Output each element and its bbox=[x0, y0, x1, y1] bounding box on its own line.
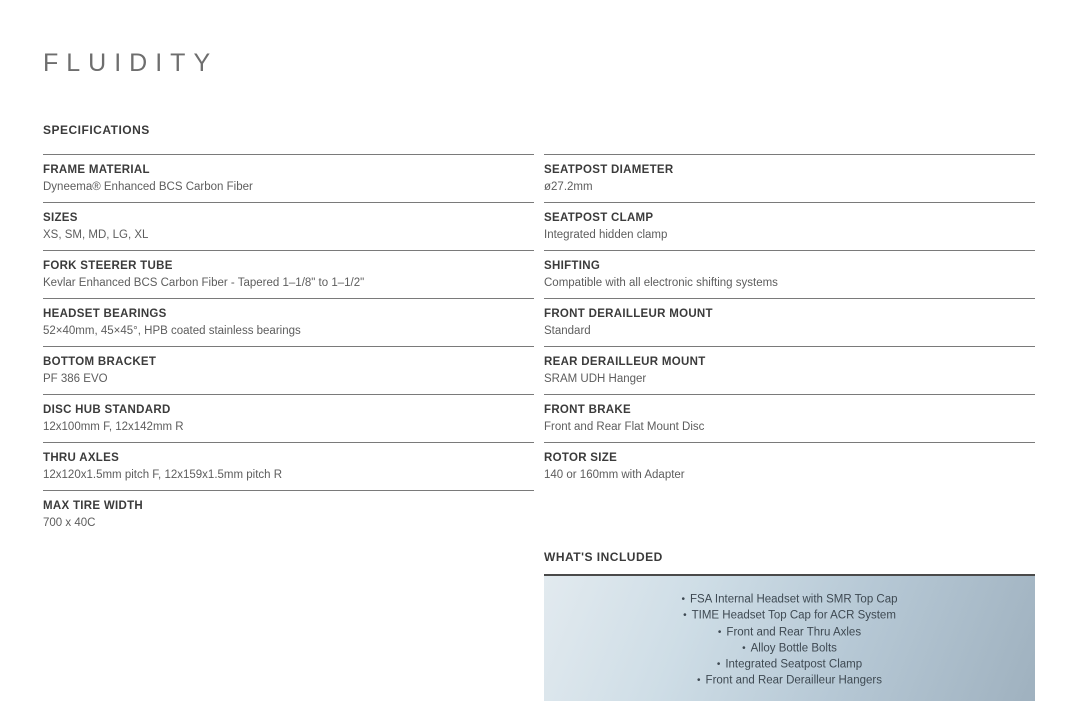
spec-value: 700 x 40C bbox=[43, 517, 96, 529]
included-box bbox=[544, 574, 1035, 701]
spec-value: Standard bbox=[544, 325, 591, 337]
included-item bbox=[544, 657, 1035, 673]
spec-item bbox=[43, 250, 534, 298]
spec-item bbox=[43, 490, 534, 538]
spec-label: FRONT DERAILLEUR MOUNT bbox=[544, 308, 713, 320]
bullet-icon: • bbox=[717, 626, 722, 638]
spec-label: FRAME MATERIAL bbox=[43, 164, 150, 176]
spec-value: Compatible with all electronic shifting systems bbox=[544, 277, 778, 289]
spec-item bbox=[544, 202, 1035, 250]
spec-label: FRONT BRAKE bbox=[544, 404, 631, 416]
spec-value: SRAM UDH Hanger bbox=[544, 373, 647, 385]
spec-label: HEADSET BEARINGS bbox=[43, 308, 167, 320]
bullet-icon: • bbox=[681, 594, 685, 605]
spec-item bbox=[43, 346, 534, 394]
spec-columns bbox=[43, 154, 1035, 701]
spec-label: DISC HUB STANDARD bbox=[43, 404, 171, 416]
included-item-text: Alloy Bottle Bolts bbox=[750, 642, 837, 655]
spec-value: XS, SM, MD, LG, XL bbox=[43, 229, 149, 241]
included-item bbox=[544, 592, 1035, 608]
spec-label: THRU AXLES bbox=[43, 452, 120, 464]
spec-label: SEATPOST DIAMETER bbox=[544, 164, 674, 176]
spec-item bbox=[544, 346, 1035, 394]
included-item bbox=[544, 625, 1035, 641]
spec-label: ROTOR SIZE bbox=[544, 452, 618, 464]
spec-label: SHIFTING bbox=[544, 260, 601, 272]
included-item-text: Integrated Seatpost Clamp bbox=[725, 658, 863, 671]
bullet-icon: • bbox=[683, 610, 687, 622]
spec-value: Kevlar Enhanced BCS Carbon Fiber - Tapered 1–1/8" to 1–1/2" bbox=[43, 277, 365, 289]
spec-column-right bbox=[544, 154, 1035, 701]
spec-value: 12x100mm F, 12x142mm R bbox=[43, 421, 184, 433]
spec-value: Integrated hidden clamp bbox=[544, 229, 668, 241]
bullet-icon: • bbox=[742, 642, 746, 654]
included-item bbox=[544, 641, 1035, 657]
spec-item bbox=[544, 394, 1035, 442]
spec-label: BOTTOM BRACKET bbox=[43, 356, 157, 368]
bullet-icon: • bbox=[716, 659, 721, 671]
spec-item bbox=[544, 442, 1035, 490]
spec-item bbox=[544, 250, 1035, 298]
spec-item bbox=[43, 298, 534, 346]
spec-item bbox=[544, 298, 1035, 346]
spec-label: REAR DERAILLEUR MOUNT bbox=[544, 356, 706, 368]
spec-item bbox=[43, 154, 534, 202]
included-item bbox=[544, 673, 1035, 689]
spec-value: 12x120x1.5mm pitch F, 12x159x1.5mm pitch R bbox=[43, 469, 283, 481]
bullet-icon: • bbox=[697, 675, 701, 687]
spec-value: PF 386 EVO bbox=[43, 373, 108, 385]
spec-list-right bbox=[544, 154, 1035, 490]
included-item bbox=[544, 608, 1035, 624]
spec-value: ø27.2mm bbox=[544, 181, 593, 193]
page-title: FLUIDITY bbox=[43, 49, 219, 77]
spec-label: MAX TIRE WIDTH bbox=[43, 500, 144, 512]
spec-value: 140 or 160mm with Adapter bbox=[544, 469, 685, 481]
included-item-text: TIME Headset Top Cap for ACR System bbox=[691, 609, 896, 622]
spec-value: Front and Rear Flat Mount Disc bbox=[544, 421, 705, 433]
spec-item bbox=[43, 202, 534, 250]
spec-item bbox=[43, 394, 534, 442]
spec-value: 52×40mm, 45×45°, HPB coated stainless bearings bbox=[43, 325, 301, 337]
spec-column-left bbox=[43, 154, 534, 701]
spec-label: SEATPOST CLAMP bbox=[544, 212, 654, 224]
included-item-text: Front and Rear Derailleur Hangers bbox=[705, 674, 882, 687]
spec-item bbox=[544, 154, 1035, 202]
spec-label: SIZES bbox=[43, 212, 78, 224]
included-item-text: Front and Rear Thru Axles bbox=[726, 626, 862, 639]
included-item-text: FSA Internal Headset with SMR Top Cap bbox=[689, 593, 898, 606]
included-heading: WHAT'S INCLUDED bbox=[544, 550, 663, 564]
spec-label: FORK STEERER TUBE bbox=[43, 260, 173, 272]
spec-item bbox=[43, 442, 534, 490]
spec-value: Dyneema® Enhanced BCS Carbon Fiber bbox=[43, 181, 253, 193]
specifications-heading: SPECIFICATIONS bbox=[43, 123, 150, 137]
